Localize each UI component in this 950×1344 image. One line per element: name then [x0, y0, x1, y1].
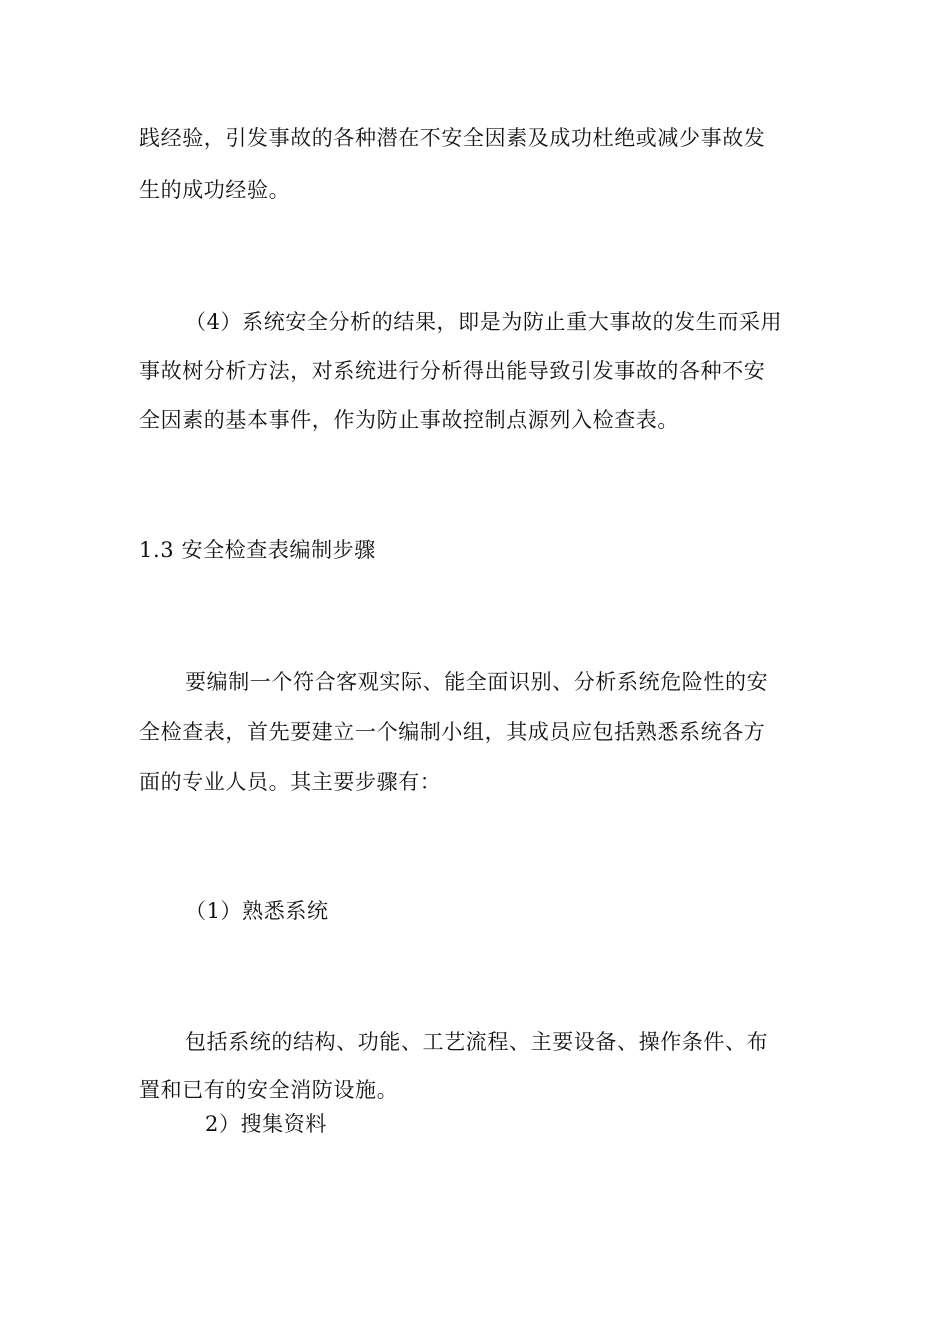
step-heading: （1）熟悉系统 [185, 899, 329, 923]
section-heading: 1.3 安全检查表编制步骤 [139, 538, 376, 562]
paragraph-line: 践经验，引发事故的各种潜在不安全因素及成功杜绝或减少事故发 [139, 126, 766, 150]
paragraph-line: 全因素的基本事件，作为防止事故控制点源列入检查表。 [139, 408, 679, 432]
paragraph-line: 置和已有的安全消防设施。 [139, 1078, 399, 1102]
paragraph-line: （4）系统安全分析的结果，即是为防止重大事故的发生而采用 [185, 310, 783, 334]
paragraph-line: 生的成功经验。 [139, 178, 291, 202]
paragraph-line: 全检查表，首先要建立一个编制小组，其成员应包括熟悉系统各方 [139, 720, 766, 744]
step-heading: 2）搜集资料 [205, 1112, 327, 1136]
paragraph-line: 面的专业人员。其主要步骤有： [139, 770, 442, 794]
paragraph-line: 事故树分析方法，对系统进行分析得出能导致引发事故的各种不安 [139, 359, 766, 383]
paragraph-line: 要编制一个符合客观实际、能全面识别、分析系统危险性的安 [185, 670, 769, 694]
paragraph-line: 包括系统的结构、功能、工艺流程、主要设备、操作条件、布 [185, 1030, 769, 1054]
